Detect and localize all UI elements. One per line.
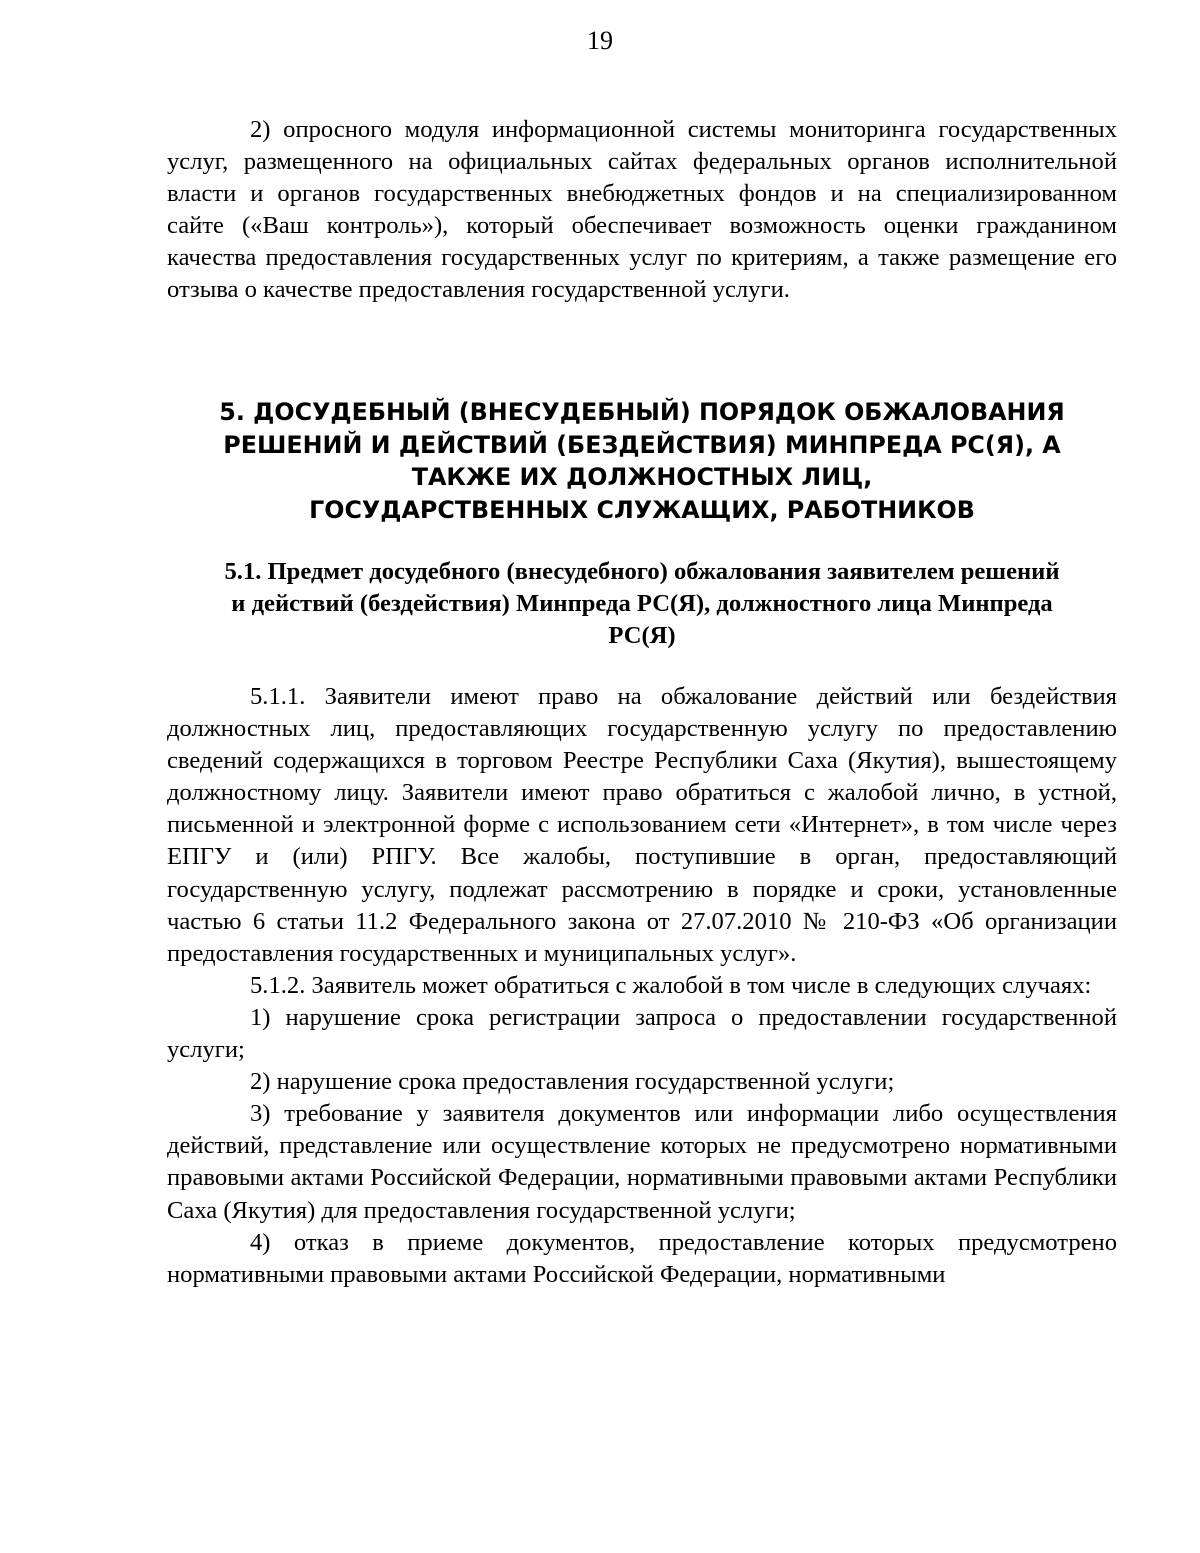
list-item-4: 4) отказ в приеме документов, предоставление которых предусмотрено нормативными правовыми актами Российской Федерации, нормативными [167, 1228, 1117, 1288]
intro-paragraph: 2) опросного модуля информационной системы мониторинга государственных услуг, размещенного на официальных сайтах федеральных органов исполнительной власти и органов государственных внебюджетных фондов и на специализированном сайте («Ваш контроль»), который обеспечивает возможность оценки гражданином качества предоставления государственных услуг по критериям, а также размещение его отзыва о качестве предоставления государственной услуги. [167, 116, 1117, 304]
subsection-heading-line-1: 5.1. Предмет досудебного (внесудебного) обжалования заявителем решений [224, 558, 1060, 585]
section-heading-line-3: ТАКЖЕ ИХ ДОЛЖНОСТНЫХ ЛИЦ, [411, 463, 873, 491]
section-heading-line-4: ГОСУДАРСТВЕННЫХ СЛУЖАЩИХ, РАБОТНИКОВ [309, 495, 975, 524]
list-item-3: 3) требование у заявителя документов или информации либо осуществления действий, представление или осуществление которых не предусмотрено нормативными правовыми актами Российской Федерации, нормативными правовыми актами Республики Саха (Якутия) для предоставления государственной услуги; [167, 1100, 1117, 1224]
subsection-heading-line-2: и действий (бездействия) Минпреда РС(Я), должностного лица Минпреда [231, 590, 1053, 618]
body-block [167, 681, 1117, 1291]
list-item-1: 1) нарушение срока регистрации запроса о предоставлении государственной услуги; [167, 1003, 1117, 1064]
subsection-heading [160, 556, 1124, 653]
section-heading [160, 396, 1124, 526]
page-number: 19 [587, 26, 613, 55]
intro-block [167, 114, 1117, 307]
paragraph-5-1-2: 5.1.2. Заявитель может обратиться с жалобой в том числе в следующих случаях: [250, 971, 1092, 999]
subsection-heading-line-3: РС(Я) [608, 622, 676, 650]
section-heading-line-1: 5. ДОСУДЕБНЫЙ (ВНЕСУДЕБНЫЙ) ПОРЯДОК ОБЖАЛОВАНИЯ [219, 398, 1065, 426]
section-heading-line-2: РЕШЕНИЙ И ДЕЙСТВИЙ (БЕЗДЕЙСТВИЯ) МИНПРЕДА РС(Я), А [223, 430, 1061, 459]
list-item-2: 2) нарушение срока предоставления государственной услуги; [250, 1068, 895, 1096]
paragraph-5-1-1: 5.1.1. Заявители имеют право на обжалование действий или бездействия должностных лиц, предоставляющих государственную услугу по предоставлению сведений содержащихся в торговом Реестре Республики Саха (Якутия), вышестоящему должностному лицу. Заявители имеют право обратиться с жалобой лично, в устной, письменной и электронной форме с использованием сети «Интернет», в том числе через ЕПГУ и (или) РПГУ. Все жалобы, поступившие в орган, предоставляющий государственную услугу, подлежат рассмотрению в порядке и сроки, установленные частью 6 статьи 11.2 Федерального закона от 27.07.2010 № 210-ФЗ «Об организации предоставления государственных и муниципальных услуг». [167, 683, 1117, 967]
